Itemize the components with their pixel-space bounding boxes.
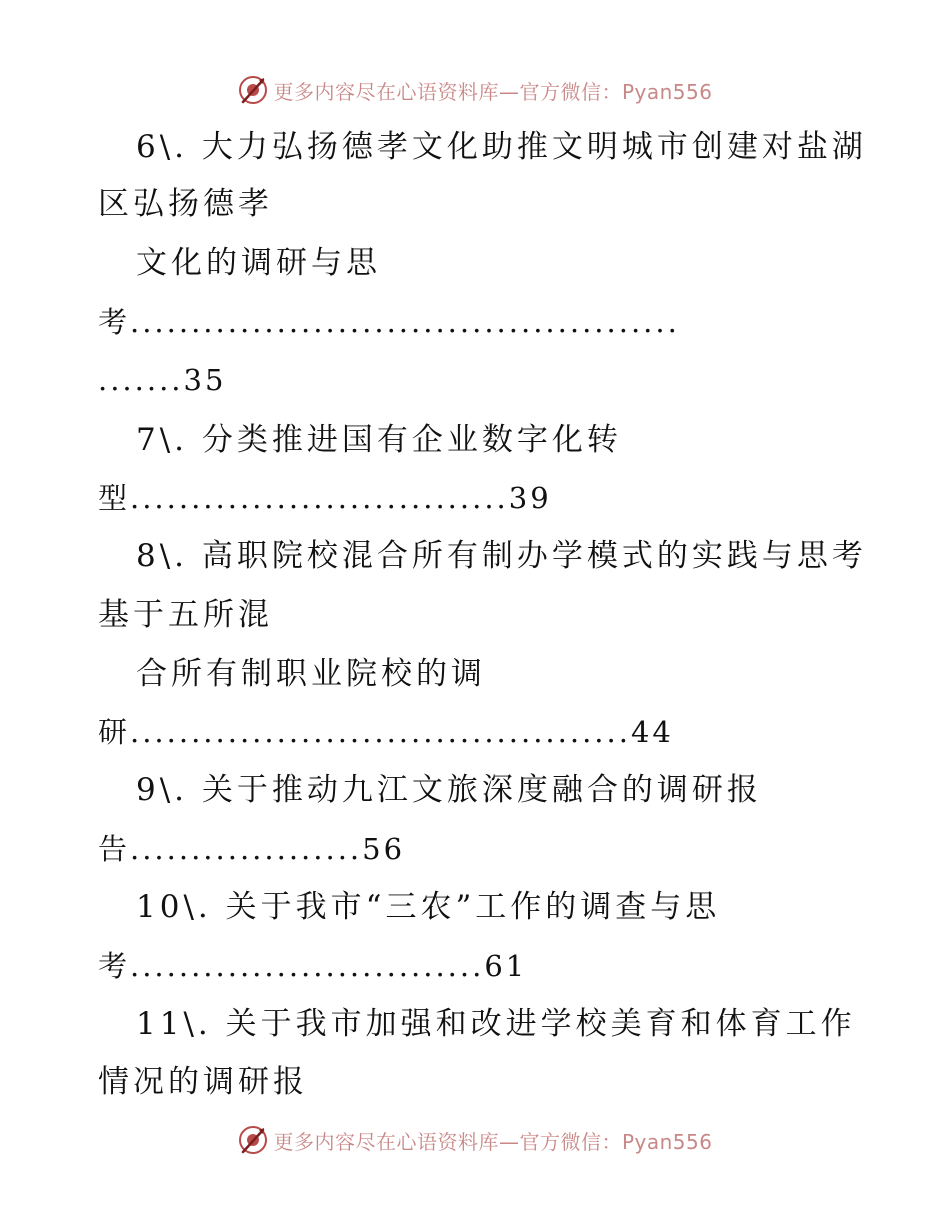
toc-line: 情况的调研报 [98, 1064, 308, 1100]
toc-line: 告...................56 [98, 832, 406, 866]
toc-line: 考............................................. [98, 305, 680, 339]
toc-line: 文化的调研与思 [136, 245, 381, 281]
toc-line: 11\. 关于我市加强和改进学校美育和体育工作 [136, 1006, 856, 1042]
toc-line: 合所有制职业院校的调 [136, 656, 486, 692]
toc-line: 型...............................39 [98, 481, 552, 515]
toc-line: 考.............................61 [98, 949, 528, 983]
footer-banner [0, 1120, 950, 1160]
toc-line: 10\. 关于我市“三农”工作的调查与思 [136, 889, 721, 925]
toc-line: 基于五所混 [98, 597, 273, 633]
footer-banner-text: 更多内容尽在心语资料库—官方微信：Pyan556 [273, 1129, 713, 1154]
header-banner [0, 70, 950, 110]
toc-line: 8\. 高职院校混合所有制办学模式的实践与思考 [136, 538, 867, 574]
toc-line: .......35 [98, 363, 227, 397]
toc-line: 6\. 大力弘扬德孝文化助推文明城市创建对盐湖 [136, 129, 867, 165]
feather-pen-seal-logo-icon [237, 1124, 269, 1156]
toc-line: 9\. 关于推动九江文旅深度融合的调研报 [136, 772, 762, 808]
feather-pen-seal-logo-icon [237, 74, 269, 106]
header-banner-text: 更多内容尽在心语资料库—官方微信：Pyan556 [273, 79, 713, 104]
toc-line: 区弘扬德孝 [98, 186, 273, 222]
toc-line: 7\. 分类推进国有企业数字化转 [136, 422, 622, 458]
toc-line: 研.........................................44 [98, 715, 674, 749]
